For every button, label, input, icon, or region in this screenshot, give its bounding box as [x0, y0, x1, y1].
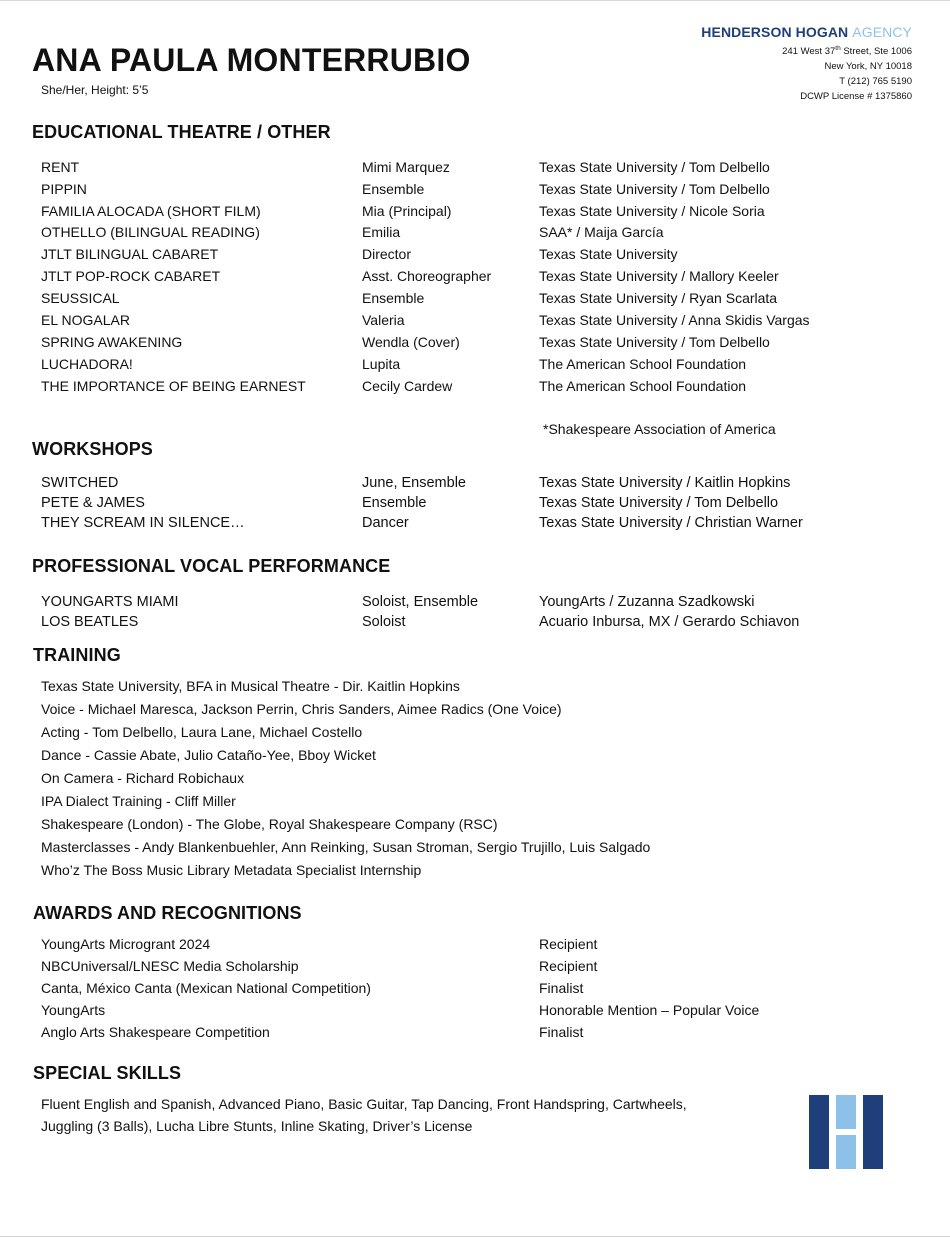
- credit-row: [0, 378, 950, 400]
- page-bottom-border: [0, 1236, 950, 1237]
- training-line: IPA Dialect Training - Cliff Miller: [41, 793, 236, 809]
- agency-name: [701, 24, 912, 40]
- award-name: NBCUniversal/LNESC Media Scholarship: [41, 958, 299, 974]
- credit-role: Ensemble: [362, 290, 425, 306]
- award-row: [0, 958, 950, 980]
- vocal-row: [0, 594, 950, 616]
- credit-role: Valeria: [362, 312, 405, 328]
- credit-row: [0, 159, 950, 181]
- award-result: Recipient: [539, 936, 598, 952]
- credit-title: PIPPIN: [41, 181, 87, 197]
- credit-row: [0, 356, 950, 378]
- workshop-row: [0, 515, 950, 537]
- training-line: Who’z The Boss Music Library Metadata Specialist Internship: [41, 862, 422, 878]
- award-row: [0, 1024, 950, 1046]
- section-heading-workshops: WORKSHOPS: [32, 439, 153, 459]
- footnote-saa: *Shakespeare Association of America: [543, 421, 776, 437]
- credit-role: Asst. Choreographer: [362, 268, 492, 284]
- credit-venue: Texas State University / Anna Skidis Vargas: [539, 312, 810, 328]
- training-line: Shakespeare (London) - The Globe, Royal Shakespeare Company (RSC): [41, 816, 498, 832]
- workshop-role: Ensemble: [362, 495, 427, 511]
- workshop-row: [0, 495, 950, 517]
- section-heading-educational-theatre: EDUCATIONAL THEATRE / OTHER: [32, 122, 331, 142]
- section-heading-training: TRAINING: [33, 645, 121, 665]
- credit-title: FAMILIA ALOCADA (SHORT FILM): [41, 203, 261, 219]
- training-line: Dance - Cassie Abate, Julio Cataño-Yee, Bboy Wicket: [41, 747, 376, 763]
- training-line: Voice - Michael Maresca, Jackson Perrin, Chris Sanders, Aimee Radics (One Voice): [41, 701, 562, 717]
- credit-title: JTLT BILINGUAL CABARET: [41, 246, 219, 262]
- credit-row: [0, 224, 950, 246]
- award-result: Finalist: [539, 980, 584, 996]
- workshop-venue: Texas State University / Tom Delbello: [539, 495, 779, 511]
- credit-venue: Texas State University / Ryan Scarlata: [539, 290, 778, 306]
- section-heading-vocal: PROFESSIONAL VOCAL PERFORMANCE: [32, 556, 391, 576]
- credit-venue: Texas State University / Tom Delbello: [539, 159, 770, 175]
- credit-title: SEUSSICAL: [41, 290, 120, 306]
- credit-venue: The American School Foundation: [539, 356, 747, 372]
- workshop-venue: Texas State University / Kaitlin Hopkins: [539, 475, 791, 491]
- agency-name-primary: HENDERSON HOGAN: [701, 24, 849, 40]
- page-top-border: [0, 0, 950, 1]
- vocal-role: Soloist, Ensemble: [362, 594, 479, 610]
- credit-row: [0, 334, 950, 356]
- workshop-venue: Texas State University / Christian Warner: [539, 515, 803, 531]
- credit-row: [0, 181, 950, 203]
- award-name: Anglo Arts Shakespeare Competition: [41, 1024, 270, 1040]
- agency-phone: T (212) 765 5190: [839, 76, 912, 87]
- credit-row: [0, 290, 950, 312]
- award-result: Recipient: [539, 958, 598, 974]
- credit-title: RENT: [41, 159, 80, 175]
- agency-logo-icon: [809, 1095, 883, 1169]
- credit-role: Director: [362, 246, 412, 262]
- credit-title: EL NOGALAR: [41, 312, 130, 328]
- credit-role: Lupita: [362, 356, 401, 372]
- credit-row: [0, 312, 950, 334]
- vocal-venue: YoungArts / Zuzanna Szadkowski: [539, 594, 755, 610]
- credit-venue: Texas State University / Nicole Soria: [539, 203, 765, 219]
- vocal-venue: Acuario Inbursa, MX / Gerardo Schiavon: [539, 614, 800, 630]
- skills-line: Fluent English and Spanish, Advanced Piano, Basic Guitar, Tap Dancing, Front Handspring, Cartwheels,: [41, 1096, 687, 1112]
- credit-role: Mia (Principal): [362, 203, 452, 219]
- credit-title: JTLT POP-ROCK CABARET: [41, 268, 221, 284]
- vocal-row: [0, 614, 950, 636]
- credit-title: OTHELLO (BILINGUAL READING): [41, 224, 260, 240]
- agency-name-secondary: AGENCY: [852, 24, 912, 40]
- credit-venue: Texas State University: [539, 246, 678, 262]
- performer-name: ANA PAULA MONTERRUBIO: [32, 42, 471, 78]
- award-row: [0, 936, 950, 958]
- credit-venue: Texas State University / Tom Delbello: [539, 181, 770, 197]
- credit-venue: The American School Foundation: [539, 378, 747, 394]
- agency-address: 241 West 37th Street, Ste 1006: [782, 45, 912, 57]
- credit-role: Wendla (Cover): [362, 334, 460, 350]
- award-name: YoungArts Microgrant 2024: [41, 936, 211, 952]
- agency-block: [701, 24, 912, 104]
- credit-role: Ensemble: [362, 181, 425, 197]
- award-name: YoungArts: [41, 1002, 106, 1018]
- workshop-title: PETE & JAMES: [41, 495, 145, 511]
- credit-role: Emilia: [362, 224, 401, 240]
- agency-city: New York, NY 10018: [824, 61, 912, 72]
- credit-title: LUCHADORA!: [41, 356, 133, 372]
- workshop-row: [0, 475, 950, 497]
- skills-line: Juggling (3 Balls), Lucha Libre Stunts, Inline Skating, Driver’s License: [41, 1118, 473, 1134]
- training-line: Masterclasses - Andy Blankenbuehler, Ann Reinking, Susan Stroman, Sergio Trujillo, Luis Salgado: [41, 839, 651, 855]
- workshop-role: June, Ensemble: [362, 475, 466, 491]
- vocal-role: Soloist: [362, 614, 406, 630]
- credit-venue: SAA* / Maija García: [539, 224, 664, 240]
- workshop-role: Dancer: [362, 515, 409, 531]
- credit-row: [0, 203, 950, 225]
- credit-title: SPRING AWAKENING: [41, 334, 183, 350]
- credit-title: THE IMPORTANCE OF BEING EARNEST: [41, 378, 306, 394]
- award-result: Honorable Mention – Popular Voice: [539, 1002, 760, 1018]
- section-heading-awards: AWARDS AND RECOGNITIONS: [33, 903, 302, 923]
- credit-row: [0, 268, 950, 290]
- training-line: Acting - Tom Delbello, Laura Lane, Michael Costello: [41, 724, 363, 740]
- workshop-title: SWITCHED: [41, 475, 119, 491]
- training-line: On Camera - Richard Robichaux: [41, 770, 245, 786]
- section-heading-skills: SPECIAL SKILLS: [33, 1063, 182, 1083]
- pronouns-height: She/Her, Height: 5’5: [41, 83, 149, 97]
- workshop-title: THEY SCREAM IN SILENCE…: [41, 515, 245, 531]
- credit-role: Mimi Marquez: [362, 159, 450, 175]
- vocal-title: YOUNGARTS MIAMI: [41, 594, 179, 610]
- award-row: [0, 1002, 950, 1024]
- training-line: Texas State University, BFA in Musical Theatre - Dir. Kaitlin Hopkins: [41, 678, 460, 694]
- credit-row: [0, 246, 950, 268]
- credit-venue: Texas State University / Tom Delbello: [539, 334, 770, 350]
- agency-license: DCWP License # 1375860: [800, 91, 912, 102]
- credit-venue: Texas State University / Mallory Keeler: [539, 268, 779, 284]
- vocal-title: LOS BEATLES: [41, 614, 139, 630]
- award-name: Canta, México Canta (Mexican National Competition): [41, 980, 371, 996]
- credit-role: Cecily Cardew: [362, 378, 453, 394]
- award-result: Finalist: [539, 1024, 584, 1040]
- award-row: [0, 980, 950, 1002]
